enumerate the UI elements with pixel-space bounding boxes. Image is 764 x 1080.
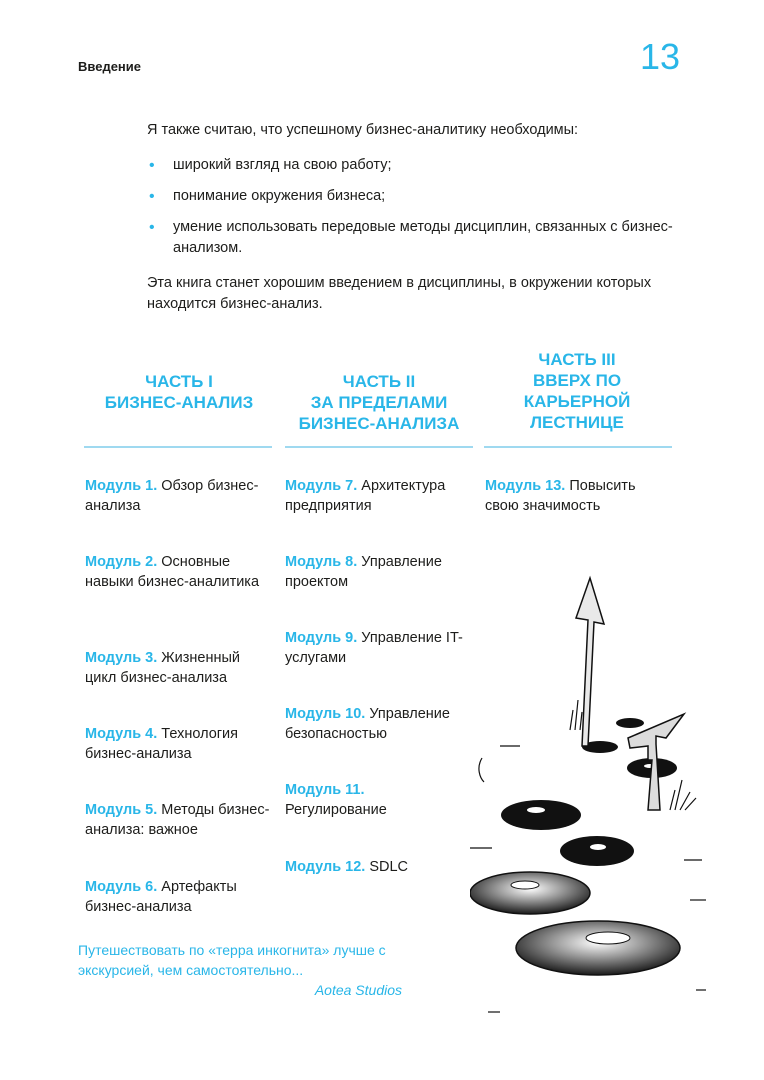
epigraph-quote: Путешествовать по «терра инкогнита» лучше с экскурсией, чем самостоятельно... Aotea Studios: [78, 940, 418, 1000]
running-header: Введение: [78, 59, 141, 74]
list-item: • умение использовать передовые методы дисциплин, связанных с бизнес-анализом.: [149, 219, 673, 256]
quote-author: Aotea Studios: [314, 982, 402, 998]
intro-lead: Я также считаю, что успешному бизнес-аналитику необходимы:: [147, 122, 579, 138]
module-6: Модуль 6. Артефакты бизнес-анализа: [85, 879, 237, 915]
module-3: Модуль 3. Жизненный цикл бизнес-анализа: [85, 650, 241, 686]
module-7: Модуль 7. Архитектура предприятия: [285, 478, 446, 514]
module-5: Модуль 5. Методы бизнес-анализа: важное: [85, 802, 270, 838]
module-9: Модуль 9. Управление IT-услугами: [285, 630, 463, 666]
part-1-heading: ЧАСТЬ I БИЗНЕС-АНАЛИЗ: [104, 372, 254, 412]
module-4: Модуль 4. Технология бизнес-анализа: [85, 726, 239, 762]
page-number: 13: [639, 36, 680, 77]
module-8: Модуль 8. Управление проектом: [285, 554, 442, 590]
stone-icon: [470, 872, 590, 914]
module-2: Модуль 2. Основные навыки бизнес-аналитика: [85, 554, 260, 590]
bullet-icon: •: [149, 188, 155, 205]
part-1-divider: [84, 446, 272, 448]
part-3-divider: [484, 446, 672, 448]
bullet-icon: •: [149, 157, 155, 174]
stone-icon: [616, 718, 644, 728]
part-3-heading: ЧАСТЬ III ВВЕРХ ПО КАРЬЕРНОЙ ЛЕСТНИЦЕ: [523, 350, 631, 432]
part-2-divider: [285, 446, 473, 448]
module-10: Модуль 10. Управление безопасностью: [285, 706, 450, 742]
bullet-icon: •: [149, 219, 155, 236]
list-item: • широкий взгляд на свою работу;: [149, 157, 392, 174]
stone-icon: [516, 921, 680, 975]
intro-text: [147, 120, 692, 315]
stepping-stones-illustration: [470, 560, 710, 1020]
module-13: Модуль 13. Повысить свою значимость: [485, 478, 636, 514]
module-11: Модуль 11. Регулирование: [285, 782, 387, 818]
arrow-up-icon: [576, 578, 604, 746]
intro-closing: Эта книга станет хорошим введением в дисциплины, в окружении которых находится бизнес-анализ.: [147, 275, 652, 312]
stone-icon: [501, 800, 581, 830]
module-12: Модуль 12. SDLC: [285, 859, 409, 875]
stone-icon: [560, 836, 634, 866]
skills-list: [147, 155, 692, 259]
part-2-heading: ЧАСТЬ II ЗА ПРЕДЕЛАМИ БИЗНЕС-АНАЛИЗА: [298, 372, 460, 433]
module-1: Модуль 1. Обзор бизнес-анализа: [85, 478, 259, 514]
list-item: • понимание окружения бизнеса;: [149, 188, 386, 205]
